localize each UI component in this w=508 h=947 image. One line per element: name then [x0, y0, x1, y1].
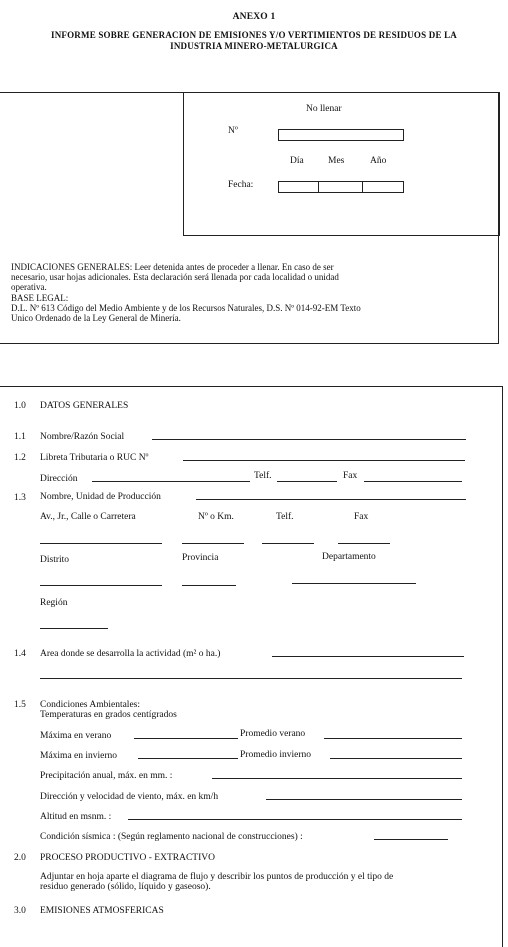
precipitacion-field[interactable] — [212, 778, 462, 779]
section-2-0-text1: Adjuntar en hoja aparte el diagrama de flujo y describir los puntos de producción y el tipo de — [40, 872, 394, 882]
mes-label: Mes — [328, 156, 345, 166]
max-invierno-label: Máxima en invierno — [40, 751, 118, 761]
numero-label: Nº — [228, 126, 238, 136]
ruc-field[interactable] — [183, 460, 465, 461]
section-3-0-number: 3.0 — [14, 906, 26, 916]
prom-verano-field[interactable] — [324, 738, 462, 739]
annex-title: ANEXO 1 — [232, 12, 276, 22]
instructions-line3: operativa. — [11, 282, 47, 292]
max-verano-label: Máxima en verano — [40, 731, 112, 741]
section-1-4-number: 1.4 — [14, 649, 26, 659]
prom-invierno-label: Promedio invierno — [240, 750, 311, 760]
legal-line2: Unico Ordenado de la Ley General de Minería. — [11, 313, 181, 323]
distrito-field[interactable] — [40, 585, 162, 586]
no-km-label: Nº o Km. — [198, 512, 234, 522]
departamento-label: Departamento — [322, 552, 376, 562]
region-label: Región — [40, 598, 68, 608]
fecha-field[interactable] — [278, 181, 404, 193]
section-1-0-number: 1.0 — [14, 401, 26, 411]
av-calle-label: Av., Jr., Calle o Carretera — [40, 512, 136, 522]
viento-field[interactable] — [266, 799, 462, 800]
base-legal-heading: BASE LEGAL: — [11, 293, 69, 303]
prom-verano-label: Promedio verano — [240, 729, 306, 739]
condiciones-label: Condiciones Ambientales: — [40, 700, 141, 710]
altitud-field[interactable] — [128, 819, 462, 820]
section-2-0-number: 2.0 — [14, 853, 26, 863]
telf-unidad-field[interactable] — [262, 543, 314, 544]
viento-label: Dirección y velocidad de viento, máx. en km/h — [40, 792, 219, 802]
section-2-0-text2: residuo generado (sólido, líquido y gaseoso). — [40, 882, 211, 892]
region-field[interactable] — [40, 628, 108, 629]
area-field-2[interactable] — [40, 678, 462, 679]
section-1-1-number: 1.1 — [14, 432, 26, 442]
section-2-0-title: PROCESO PRODUCTIVO - EXTRACTIVO — [40, 853, 215, 863]
direccion-field[interactable] — [92, 481, 250, 482]
telf-unidad-label: Telf. — [276, 512, 294, 522]
no-llenar-label: No llenar — [306, 104, 342, 114]
sismica-field[interactable] — [374, 839, 448, 840]
precipitacion-label: Precipitación anual, máx. en mm. : — [40, 771, 173, 781]
fecha-divider-1 — [318, 181, 319, 193]
fax-label: Fax — [343, 471, 358, 481]
altitud-label: Altitud en msnm. : — [40, 812, 112, 822]
razon-social-field[interactable] — [152, 439, 466, 440]
report-title-line1: INFORME SOBRE GENERACION DE EMISIONES Y/O VERTIMIENTOS DE RESIDUOS DE LA — [51, 30, 457, 40]
fax-unidad-label: Fax — [354, 512, 369, 522]
av-calle-field[interactable] — [40, 543, 162, 544]
area-label: Area donde se desarrolla la actividad (m² o ha.) — [40, 649, 221, 659]
dia-label: Día — [290, 156, 304, 166]
fax-unidad-field[interactable] — [338, 543, 390, 544]
numero-field[interactable] — [278, 129, 404, 141]
direccion-label: Dirección — [40, 474, 78, 484]
telf-field[interactable] — [277, 481, 337, 482]
fecha-divider-2 — [362, 181, 363, 193]
instructions-line1: INDICACIONES GENERALES: Leer detenida antes de proceder a llenar. En caso de ser — [11, 262, 334, 272]
temperaturas-label: Temperaturas en grados centígrados — [40, 710, 177, 720]
fax-field[interactable] — [364, 481, 462, 482]
legal-line1: D.L. Nº 613 Código del Medio Ambiente y de los Recursos Naturales, D.S. Nº 014-92-EM Texto — [11, 303, 361, 313]
unidad-produccion-label: Nombre, Unidad de Producción — [40, 492, 161, 502]
ruc-label: Libreta Tributaria o RUC Nº — [40, 453, 149, 463]
fecha-label: Fecha: — [228, 180, 254, 190]
area-field[interactable] — [272, 656, 464, 657]
instructions-line2: necesario, usar hojas adicionales. Esta declaración será llenada por cada localidad o unidad — [11, 272, 339, 282]
sismica-label: Condición sísmica : (Según reglamento nacional de construcciones) : — [40, 832, 303, 842]
section-1-5-number: 1.5 — [14, 700, 26, 710]
anio-label: Año — [370, 156, 387, 166]
prom-invierno-field[interactable] — [330, 758, 462, 759]
section-1-3-number: 1.3 — [14, 493, 26, 503]
report-title-line2: INDUSTRIA MINERO-METALURGICA — [170, 41, 338, 51]
section-3-0-title: EMISIONES ATMOSFERICAS — [40, 906, 164, 916]
unidad-produccion-field[interactable] — [196, 499, 466, 500]
razon-social-label: Nombre/Razón Social — [40, 432, 125, 442]
distrito-label: Distrito — [40, 555, 70, 565]
max-verano-field[interactable] — [134, 738, 238, 739]
section-1-2-number: 1.2 — [14, 453, 26, 463]
telf-label: Telf. — [254, 471, 272, 481]
section-1-0-title: DATOS GENERALES — [40, 401, 129, 411]
provincia-field[interactable] — [182, 585, 236, 586]
no-km-field[interactable] — [182, 543, 244, 544]
provincia-label: Provincia — [182, 553, 219, 563]
departamento-field[interactable] — [292, 583, 416, 584]
max-invierno-field[interactable] — [138, 758, 238, 759]
